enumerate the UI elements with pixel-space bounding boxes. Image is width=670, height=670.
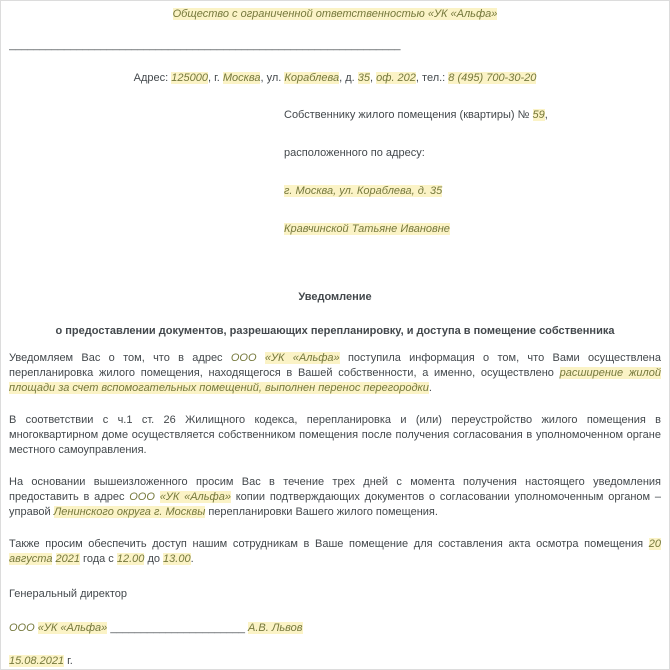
- underscore-rule: ________________________________________________________________: [9, 39, 401, 51]
- field-inspection-day: 20 августа: [9, 538, 661, 565]
- date-suffix: г.: [64, 655, 73, 667]
- field-company-short: «УК «Альфа»: [264, 352, 340, 364]
- field-office-number: оф. 202: [376, 72, 416, 84]
- address-sep-city: , г.: [207, 72, 223, 84]
- address-label: Адрес:: [133, 72, 172, 84]
- field-company-short-2: «УК «Альфа»: [159, 491, 231, 503]
- p1-text-b: поступила информация о том, что Вами осуществлена перепланировка жилого помещения, находящегося в Вашей собственности, а именно, осуществлено: [9, 352, 661, 379]
- owner-label: Собственнику жилого помещения (квартиры) №: [284, 109, 533, 121]
- date-line: [9, 655, 661, 667]
- sig-ooo-prefix: ООО: [9, 622, 38, 634]
- recipient-block: [284, 108, 661, 236]
- p1-text-a: Уведомляем Вас о том, что в адрес: [9, 352, 231, 364]
- address-sep-street: , ул.: [260, 72, 285, 84]
- address-sep-phone: , тел.:: [415, 72, 449, 84]
- p4-text-c: до: [144, 553, 164, 565]
- p3-ooo-prefix: ООО: [129, 491, 160, 503]
- field-postal-code: 125000: [171, 72, 208, 84]
- located-label: расположенного по адресу:: [284, 147, 425, 159]
- paragraph-4: [9, 537, 661, 567]
- field-document-date: 15.08.2021: [9, 655, 65, 667]
- recipient-line-address: [284, 184, 661, 198]
- field-street: Кораблева: [284, 72, 340, 84]
- company-name-line: [9, 8, 661, 20]
- field-director-name: А.В. Львов: [248, 622, 303, 634]
- recipient-line-owner: [284, 108, 661, 122]
- owner-comma: ,: [544, 109, 548, 121]
- address-sep-house: , д.: [339, 72, 358, 84]
- p3-text-a: На основании вышеизложенного просим Вас в течение трех дней с момента получения настоящего уведомления предоставить в адрес: [9, 476, 661, 503]
- field-authority-district: Ленинского округа г. Москвы: [53, 506, 206, 518]
- address-sep-office: ,: [370, 72, 377, 84]
- field-time-from: 12.00: [116, 553, 145, 565]
- p1-period: .: [428, 382, 432, 394]
- signoff-position: Генеральный директор: [9, 588, 127, 600]
- field-company-short-3: «УК «Альфа»: [37, 622, 108, 634]
- p3-text-b: копии подтверждающих документов о согласовании уполномоченным органом – управой: [9, 491, 662, 518]
- field-company-name: Общество с ограниченной ответственностью «УК «Альфа»: [172, 8, 498, 20]
- recipient-line-located: [284, 146, 661, 160]
- signature-underscores: ______________________: [107, 622, 248, 634]
- p3-text-c: перепланировки Вашего жилого помещения.: [205, 506, 438, 518]
- p4-text-a: Также просим обеспечить доступ нашим сотрудникам в Ваше помещение для составления акта осмотра помещения: [9, 538, 649, 550]
- document-title: Уведомление: [298, 291, 372, 303]
- field-remodeling-description: расширение жилой площади за счет вспомогательных помещений, выполнен перенос перегородки: [9, 367, 661, 394]
- signature-line: [9, 622, 661, 634]
- field-property-address: г. Москва, ул. Кораблева, д. 35: [284, 185, 443, 197]
- field-inspection-year: 2021: [55, 553, 80, 565]
- field-house-number: 35: [357, 72, 371, 84]
- field-phone: 8 (495) 700-30-20: [448, 72, 537, 84]
- address-line: [9, 72, 661, 84]
- p4-period: .: [190, 553, 194, 565]
- paragraph-2: [9, 413, 661, 458]
- field-city: Москва: [222, 72, 261, 84]
- p4-text-b: года с: [80, 553, 117, 565]
- field-apartment-number: 59: [532, 109, 545, 121]
- recipient-line-name: [284, 222, 661, 236]
- p1-ooo-prefix: ООО: [230, 352, 265, 364]
- field-owner-name: Кравчинской Татьяне Ивановне: [284, 223, 450, 235]
- divider-line: [9, 39, 661, 51]
- paragraph-1: [9, 351, 661, 396]
- p2-text: В соответствии с ч.1 ст. 26 Жилищного кодекса, перепланировка и (или) переустройство жилого помещения в многоквартирном доме осуществляется собственником помещения после получения согласования в уполномоченном органе местного самоуправления.: [9, 414, 661, 456]
- document-subtitle: о предоставлении документов, разрешающих перепланировку, и доступа в помещение собственника: [55, 325, 615, 337]
- paragraph-3: [9, 475, 661, 520]
- field-time-to: 13.00: [163, 553, 191, 565]
